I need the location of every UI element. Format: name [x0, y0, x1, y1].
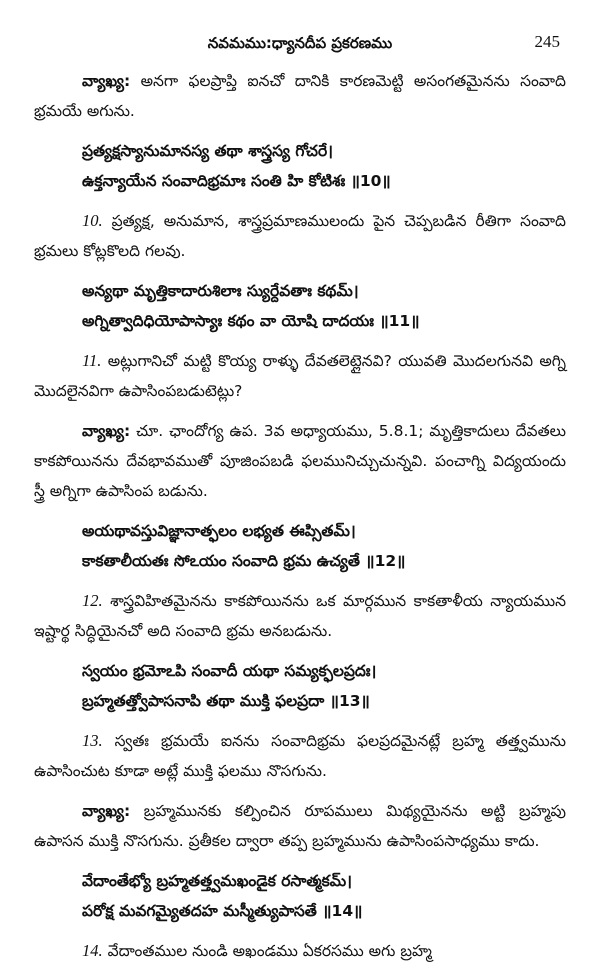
verse-line: ఉక్తన్యాయేన సంవాదిభ్రమాః సంతి హి కోటిశః ॥10॥ [82, 172, 391, 190]
translation-block [34, 936, 566, 966]
commentary-text: చూ. ఛాందోగ్య ఉప. 3వ అధ్యాయము, 5.8.1; మృత్తికాదులు దేవతలు కాకపోయినను దేవభావముతో పూజింపబడి ఫలమునిచ్చుచున్నవి. పంచాగ్ని విద్యయందు స్త్రీ అగ్నిగా ఉపాసింప బడును. [34, 422, 566, 500]
translation-paragraph [34, 586, 566, 646]
translation-text: అట్లుగానిచో మట్టి కొయ్య రాళ్ళు దేవతలెట్లైనవి? యువతి మొదలగునవి అగ్ని మొదలైనవిగా ఉపాసింపబడుటెట్లు? [34, 352, 566, 400]
commentary-block [34, 796, 566, 856]
verse-number: 10. [82, 211, 103, 230]
verse-block [34, 276, 566, 336]
translation-block [34, 726, 566, 786]
verse-block [34, 516, 566, 576]
running-title: నవమము:ధ్యానదీప ప్రకరణము [207, 34, 393, 52]
commentary-block [34, 66, 566, 126]
verse-line: ప్రత్యక్షస్యానుమానస్య తథా శాస్త్రస్య గోచరే। [82, 142, 334, 160]
verse-number: 11. [82, 351, 102, 370]
translation-text: వేదాంతముల నుండి అఖండము ఏకరసము అగు బ్రహ్మ [107, 942, 432, 960]
commentary-text: అనగా ఫలప్రాప్తి ఐనచో దానికి కారణమెట్టి అసంగతమైనను సంవాది భ్రమయే అగును. [34, 72, 566, 120]
page-header [34, 0, 566, 56]
translation-block [34, 346, 566, 406]
commentary-block [34, 416, 566, 506]
translation-paragraph [34, 206, 566, 266]
commentary-label: వ్యాఖ్య: [82, 802, 131, 820]
translation-text: శాస్త్రవిహితమైనను కాకపోయినను ఒక మార్గమున కాకతాళీయ న్యాయమున ఇష్టార్థ సిద్ధియైనచో అది సంవాది భ్రమ అనబడును. [34, 592, 566, 640]
page-body [34, 66, 566, 966]
verse-line: వేదాంతేభ్యో బ్రహ్మతత్త్వమఖండైక రసాత్మకమ్। [82, 872, 353, 890]
translation-text: స్వతః భ్రమయే ఐనను సంవాదిభ్రమ ఫలప్రదమైనట్లే బ్రహ్మ తత్త్వమును ఉపాసించుట కూడా అట్లే ముక్తి ఫలము నొసగును. [34, 732, 566, 780]
verse-line: అన్యథా మృత్తికాదారుశిలాః స్యుర్దేవతాః కథమ్। [82, 282, 359, 300]
commentary-paragraph [34, 66, 566, 126]
translation-paragraph [34, 726, 566, 786]
commentary-paragraph [34, 416, 566, 506]
verse-number: 13. [82, 731, 103, 750]
translation-paragraph [34, 346, 566, 406]
verse-line: అయథావస్తువిజ్ఞానాత్ఫలం లభ్యత ఈప్సితమ్। [82, 522, 356, 540]
page-number: 245 [534, 32, 560, 51]
commentary-label: వ్యాఖ్య: [82, 422, 131, 440]
verse-block [34, 656, 566, 716]
translation-text: ప్రత్యక్ష, అనుమాన, శాస్త్రప్రమాణములందు పైన చెప్పబడిన రీతిగా సంవాది భ్రమలు కోట్లకొలది గలవు. [34, 212, 566, 260]
verse-line: కాకతాలీయతః సోఽయం సంవాది భ్రమ ఉచ్యతే ॥12॥ [82, 552, 406, 570]
verse-block [34, 866, 566, 926]
commentary-text: బ్రహ్మమునకు కల్పించిన రూపములు మిథ్యయైనను అట్టి బ్రహ్మపు ఉపాసన ముక్తి నొసగును. ప్రతీకల ద్వారా తప్ప బ్రహ్మమును ఉపాసింపసాధ్యము కాదు. [34, 802, 566, 850]
commentary-paragraph [34, 796, 566, 856]
verse-number: 14. [82, 941, 103, 960]
commentary-label: వ్యాఖ్య: [82, 72, 131, 90]
verse-line: పరోక్ష మవగమ్యైతదహ మస్మీత్యుపాసతే ॥14॥ [82, 902, 363, 920]
translation-block [34, 206, 566, 266]
verse-line: స్వయం భ్రమోఽపి సంవాదీ యథా సమ్యక్ఫలప్రదః। [82, 662, 377, 680]
translation-block [34, 586, 566, 646]
translation-paragraph [34, 936, 566, 966]
verse-line: బ్రహ్మతత్త్వోపాసనాపి తథా ముక్తి ఫలప్రదా ॥13॥ [82, 692, 370, 710]
verse-block [34, 136, 566, 196]
verse-line: అగ్నిత్వాదిధియోపాస్యాః కథం వా యోషి దాదయః ॥11॥ [82, 312, 420, 330]
verse-number: 12. [82, 591, 103, 610]
